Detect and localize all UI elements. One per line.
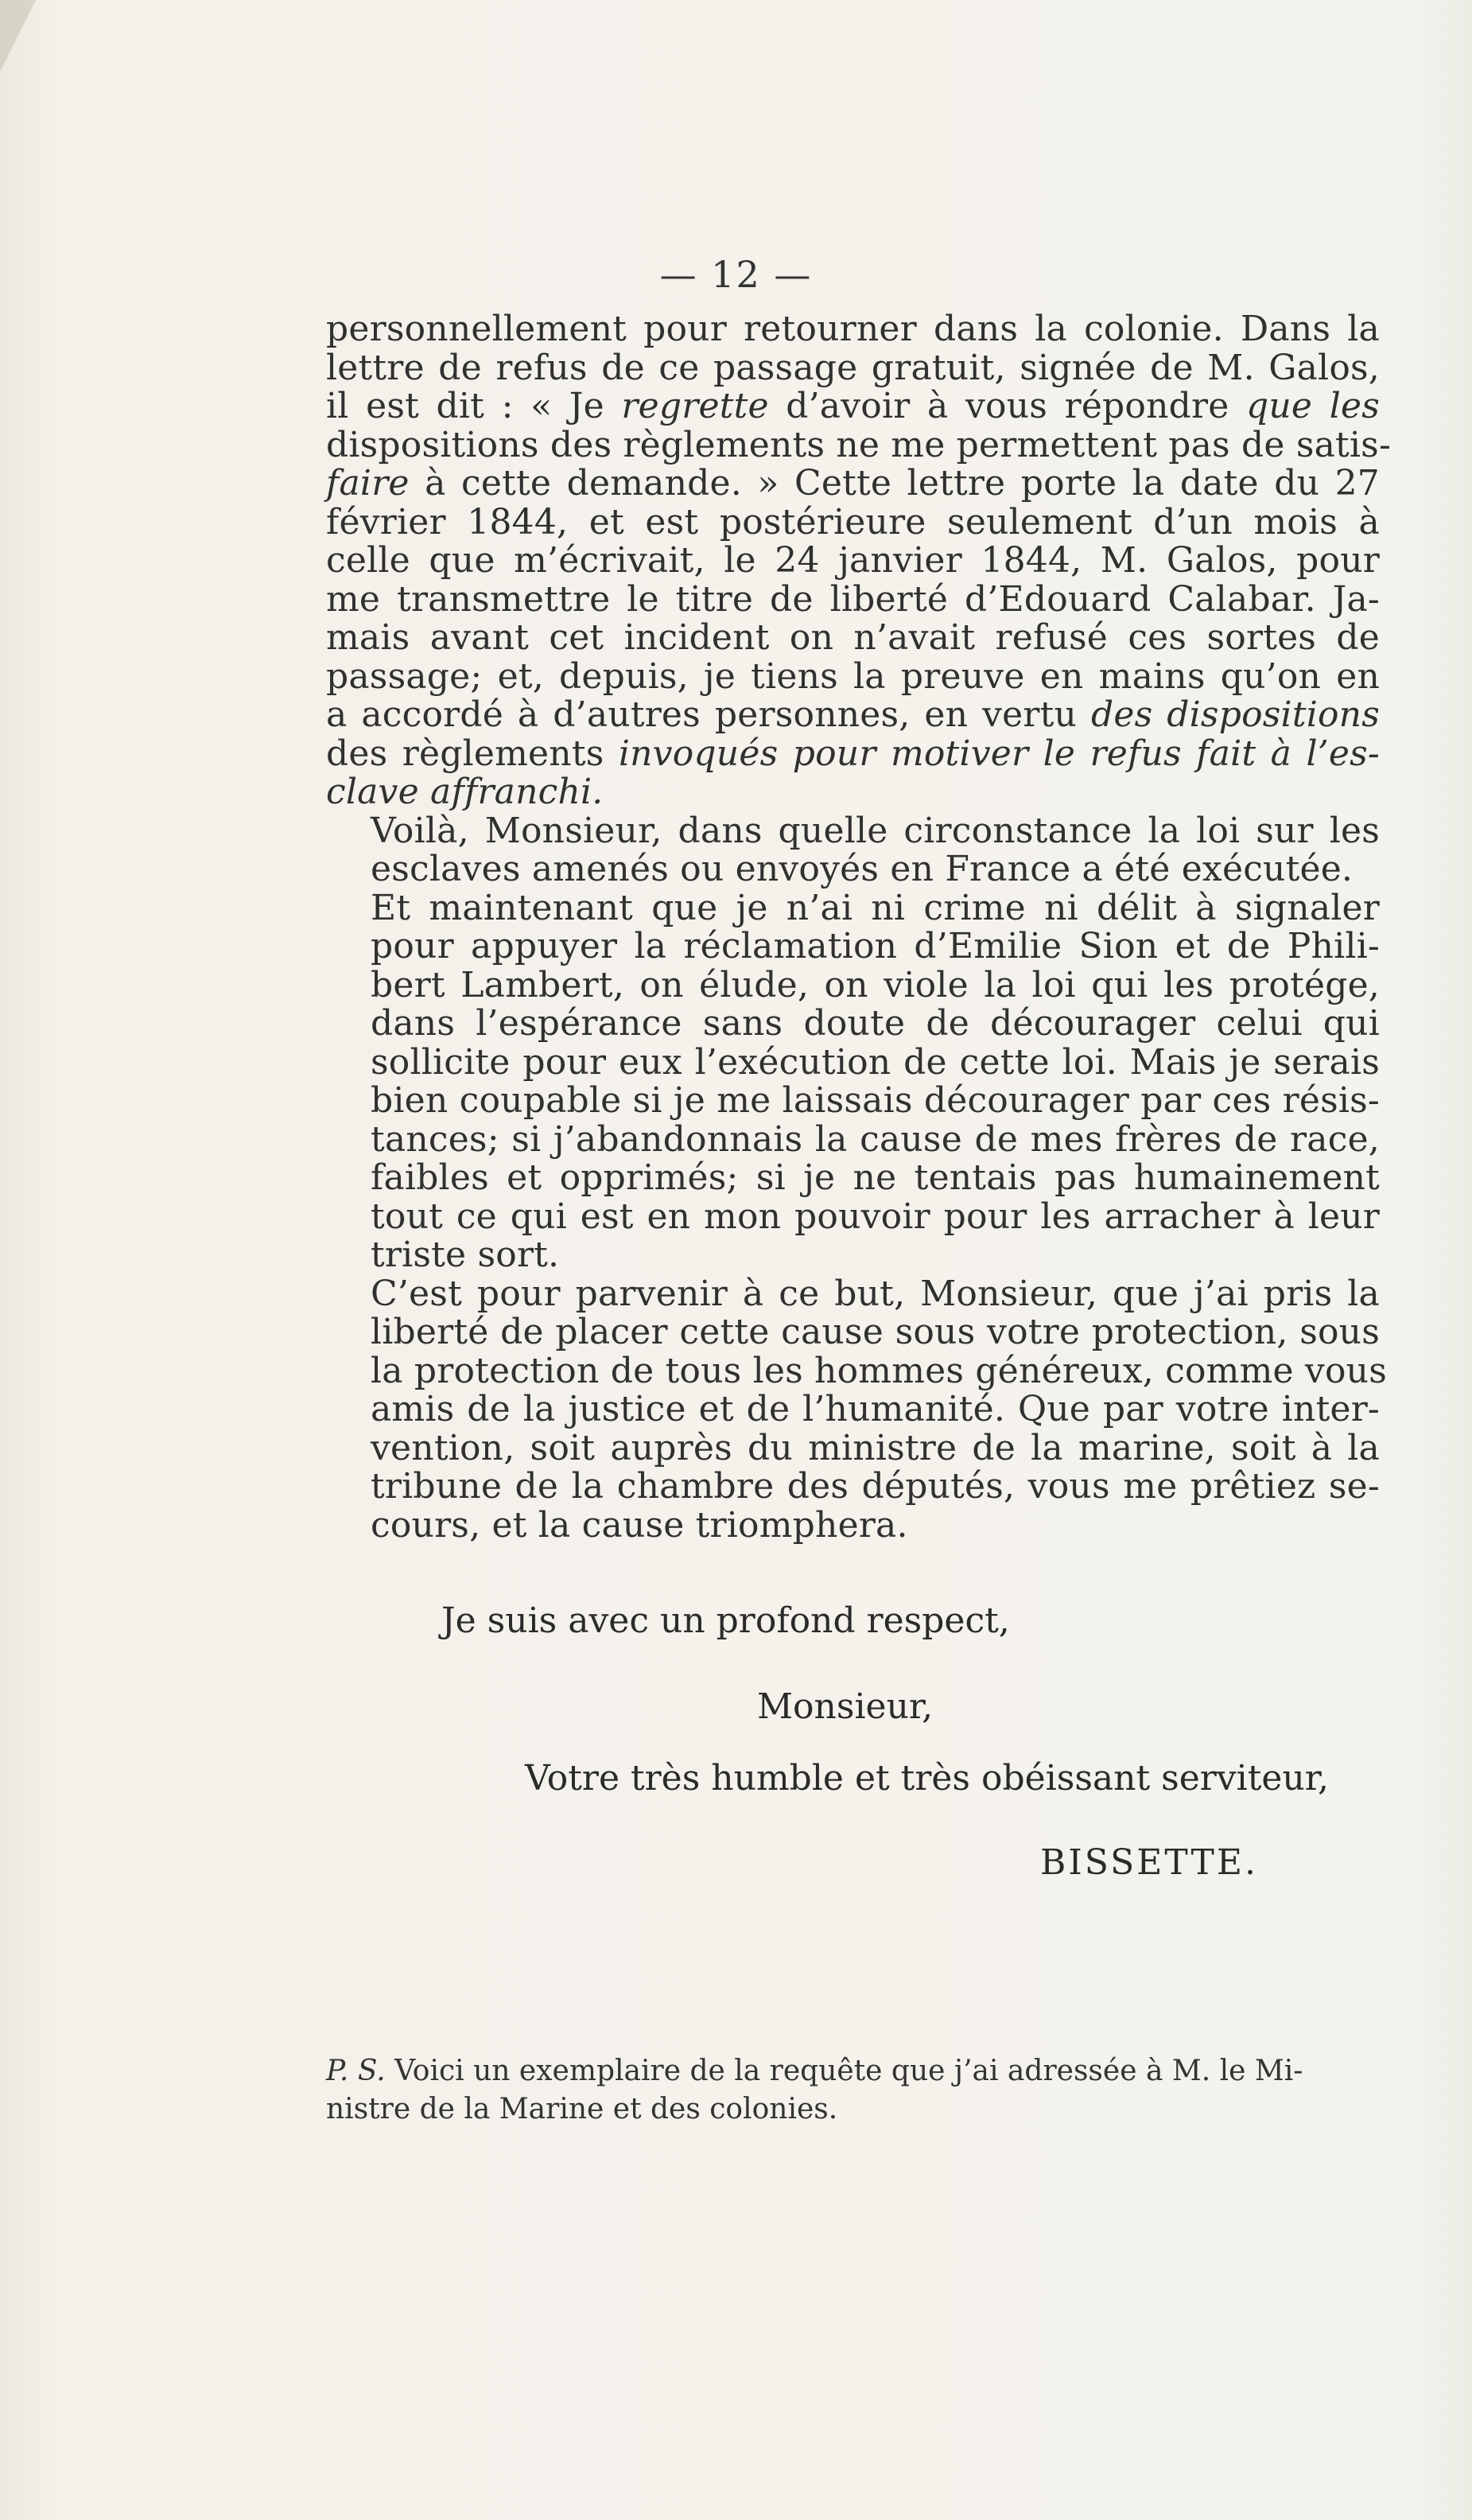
text-line: dans l’espérance sans doute de décourager celui qui <box>371 1003 1380 1044</box>
text-line: pour appuyer la réclamation d’Emilie Sion et de Phili- <box>371 926 1380 966</box>
text-line: février 1844, et est postérieure seulement d’un mois à <box>326 501 1380 542</box>
postscript-label: P. S. <box>326 2055 386 2087</box>
paragraph-1 <box>326 309 1392 812</box>
postscript-line-1: Voici un exemplaire de la requête que j’ai adressée à M. le Mi- <box>394 2055 1303 2087</box>
text-line: amis de la justice et de l’humanité. Que par votre inter- <box>371 1389 1380 1429</box>
text-line: bert Lambert, on élude, on viole la loi qui les protége, <box>371 964 1380 1005</box>
text-line: tout ce qui est en mon pouvoir pour les arracher à leur <box>371 1196 1380 1237</box>
text-line: passage; et, depuis, je tiens la preuve en mains qu’on en <box>326 655 1380 697</box>
postscript-line-2: nistre de la Marine et des colonies. <box>326 2093 838 2125</box>
page-number: — 12 — <box>659 253 813 296</box>
text-line: esclaves amenés ou envoyés en France a été exécutée. <box>371 849 1354 889</box>
text-line: bien coupable si je me laissais décourager par ces résis- <box>371 1080 1380 1121</box>
text-line: liberté de placer cette cause sous votre protection, sous <box>371 1312 1380 1352</box>
text-line: la protection de tous les hommes généreux, comme vous <box>371 1350 1387 1391</box>
text-line: Et maintenant que je n’ai ni crime ni délit à signaler <box>371 887 1380 928</box>
text-line: dispositions des règlements ne me permettent pas de satis- <box>326 424 1392 465</box>
text-line: vention, soit auprès du ministre de la marine, soit à la <box>371 1427 1380 1468</box>
closing-servant: Votre très humble et très obéissant serviteur, <box>525 1758 1329 1799</box>
text-line: faire à cette demande. » Cette lettre porte la date du 27 <box>326 463 1380 504</box>
text-line: tances; si j’abandonnais la cause de mes frères de race, <box>371 1118 1380 1160</box>
text-line: mais avant cet incident on n’avait refusé ces sortes de <box>326 617 1380 658</box>
folded-corner <box>0 0 36 72</box>
signature: BISSETTE. <box>1040 1842 1258 1883</box>
text-line: celle que m’écrivait, le 24 janvier 1844, M. Galos, pour <box>326 540 1380 581</box>
text-line: lettre de refus de ce passage gratuit, signée de M. Galos, <box>326 347 1380 388</box>
paragraph-3 <box>326 889 1380 1275</box>
text-line: sollicite pour eux l’exécution de cette loi. Mais je serais <box>371 1041 1380 1083</box>
text-line: triste sort. <box>371 1235 560 1275</box>
text-line: tribune de la chambre des députés, vous me prêtiez se- <box>371 1466 1380 1507</box>
text-line: cours, et la cause triomphera. <box>371 1504 908 1546</box>
paragraph-2 <box>326 812 1380 889</box>
text-line: il est dit : « Je regrette d’avoir à vous répondre que les <box>326 386 1380 426</box>
postscript <box>326 2052 1380 2129</box>
paragraph-4 <box>326 1273 1387 1546</box>
text-line: faibles et opprimés; si je ne tentais pas humainement <box>371 1157 1380 1198</box>
letter-body <box>326 309 1392 1546</box>
text-line: a accordé à d’autres personnes, en vertu des dispositions <box>326 694 1380 735</box>
closing-respect: Je suis avec un profond respect, <box>441 1600 1010 1641</box>
text-line: C’est pour parvenir à ce but, Monsieur, que j’ai pris la <box>371 1273 1380 1314</box>
text-line: Voilà, Monsieur, dans quelle circonstance la loi sur les <box>371 810 1380 851</box>
text-line: personnellement pour retourner dans la colonie. Dans la <box>326 309 1380 349</box>
text-line: des règlements invoqués pour motiver le refus fait à l’es- <box>326 733 1380 774</box>
text-line: me transmettre le titre de liberté d’Edouard Calabar. Ja- <box>326 578 1380 620</box>
text-line: clave affranchi. <box>326 772 604 812</box>
closing-salutation: Monsieur, <box>757 1686 934 1727</box>
